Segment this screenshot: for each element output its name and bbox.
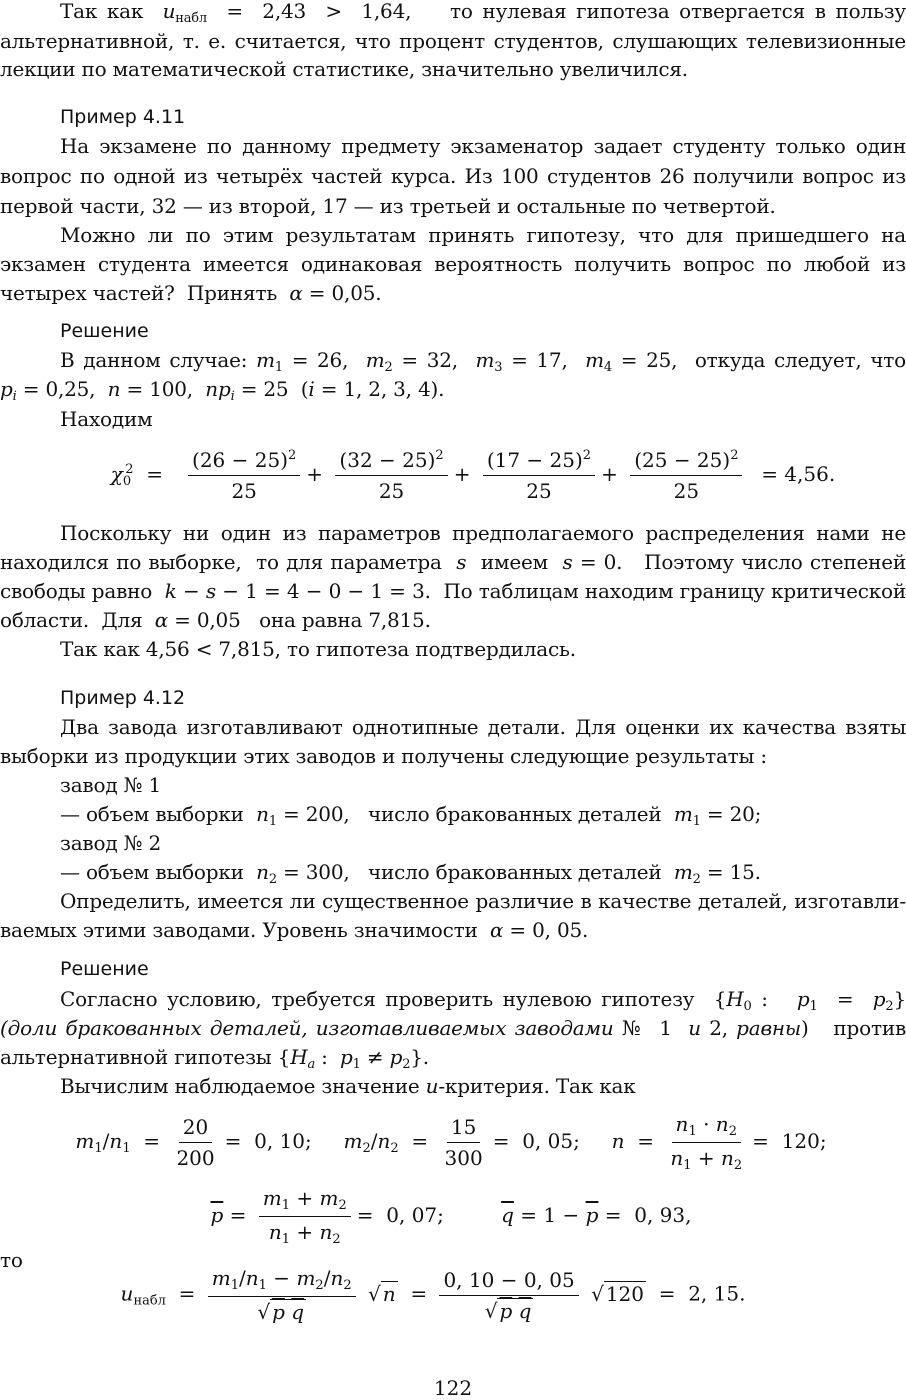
ex411-q-line-2: находился по выборке, то для параметра s имеем s = 0. Поэтому число степеней [0, 550, 906, 574]
intro-line-3: лекции по математической статистике, значительно увеличился. [0, 57, 688, 81]
ex412-plant-1-data: — объем выборки $n_1 = 200$, число бракованных деталей $m_1 = 20$; [60, 802, 762, 829]
ex412-plant-2: завод № 2 [60, 831, 162, 855]
intro-line-1: Так как $u_{набл} = 2,43 > 1,64$, то нулевая гипотеза отвергается в пользу [60, 0, 906, 26]
ex411-q-line-1: Поскольку ни один из параметров предполагаемого распределения нами не [60, 521, 906, 545]
ex411-q-line-3: свободы равно k − s − 1 = 4 − 0 − 1 = 3. По таблицам находим границу критической [0, 579, 906, 603]
ex411-solution-line-2: $p_i = 0,25$, n = 100, $np_i = 25$ (i = 1, 2, 3, 4). [0, 377, 445, 404]
ex412-plant-2-data: — объем выборки $n_2 = 300$, число бракованных деталей $m_2 = 15$. [60, 860, 761, 887]
ex411-p1-line-2: вопрос по одной из четырёх частей курса. Из 100 студентов 26 получили вопрос из [0, 164, 906, 188]
ex411-solution-line-3: Находим [60, 407, 153, 431]
ex411-q-line-5: Так как 4,56 < 7,815, то гипотеза подтвердилась. [60, 637, 576, 661]
ex411-p2-line-1: Можно ли по этим результатам принять гипотезу, что для пришедшего на [60, 223, 906, 247]
ex412-solution-line-3: альтернативной гипотезы {$H_a$ : $p_1 \ne p_2$}. [0, 1045, 429, 1072]
chi-square-result: = 4,56. [761, 462, 836, 486]
ex411-p1-line-3: первой части, 32 — из второй, 17 — из третьей и остальные по четвертой. [0, 194, 776, 218]
ex412-solution-line-2: (доли бракованных деталей, изготавливаемых заводами № 1 и 2, равны) против [0, 1016, 906, 1040]
ex412-p1-line-2: выборки из продукции этих заводов и получены следующие результаты : [0, 744, 767, 768]
ex411-p2-line-2: экзамен студента имеется одинаковая вероятность получить вопрос по любой из [0, 252, 906, 276]
intro-line-2: альтернативной, т. е. считается, что процент студентов, слушающих телевизионные [0, 29, 906, 53]
ratios-formula: $m_1/n_1$ = $\frac{20}{200}$ = 0, 10; $m_2/n_2$ = $\frac{15}{300}$ = 0, 05; n = $\frac{n_1 \cdot n_2}{n_1 + n_2}$ = 120; [75, 1112, 827, 1173]
ex411-p2-line-3: четырех частей? Принять α = 0,05. [0, 281, 382, 305]
ex412-solution-line-4: Вычислим наблюдаемое значение u-критерия. Так как [60, 1074, 636, 1098]
ex412-solution-title: Решение [60, 958, 149, 980]
ex412-question-line-2: ваемых этими заводами. Уровень значимости α = 0, 05. [0, 918, 589, 942]
ex411-q-line-4: области. Для α = 0,05 она равна 7,815. [0, 608, 431, 632]
ex411-solution-title: Решение [60, 320, 149, 342]
example-4-12-title: Пример 4.12 [60, 687, 186, 709]
ex411-p1-line-1: На экзамене по данному предмету экзаменатор задает студенту только один [60, 134, 906, 158]
example-4-11-title: Пример 4.11 [60, 106, 186, 128]
ex412-question-line-1: Определить, имеется ли существенное различие в качестве деталей, изготавли- [60, 889, 906, 913]
ex412-to: то [0, 1248, 23, 1272]
ex412-plant-1: завод № 1 [60, 773, 162, 797]
page-number: 122 [433, 1376, 473, 1400]
u-observed-formula: $u_{набл}$ = $\frac{m_1/n_1 - m_2/n_2}{√ p \overline{q}}$ √ n = $\frac{0, 10 - 0, 05}{√ p \overline{q}}$ √ 120 = 2, 15. [120, 1266, 746, 1324]
chi-square-formula: $\chi_0^2$ = $\frac{(26 - 25)^2}{25}$ + $\frac{(32 - 25)^2}{25}$ + $\frac{(17 - 25)^2}{25}$ + $\frac{(25 - 25)^2}{25}$ = 4,56. [110, 448, 836, 503]
ex412-solution-line-1: Согласно условию, требуется проверить нулевою гипотезу {$H_0$ : $p_1 = p_2$} [60, 987, 906, 1014]
p-bar-formula: $\overline{p}$ = $\frac{m_1 + m_2}{n_1 + n_2}$ = 0, 07; $\overline{q} = 1 - \overline{p} = 0$, 93, [210, 1186, 692, 1247]
ex411-solution-line-1: В данном случае: $m_1 = 26$, $m_2 = 32$, $m_3 = 17$, $m_4 = 25$, откуда следует, что [60, 348, 906, 375]
ex412-p1-line-1: Два завода изготавливают однотипные детали. Для оценки их качества взяты [60, 715, 906, 739]
